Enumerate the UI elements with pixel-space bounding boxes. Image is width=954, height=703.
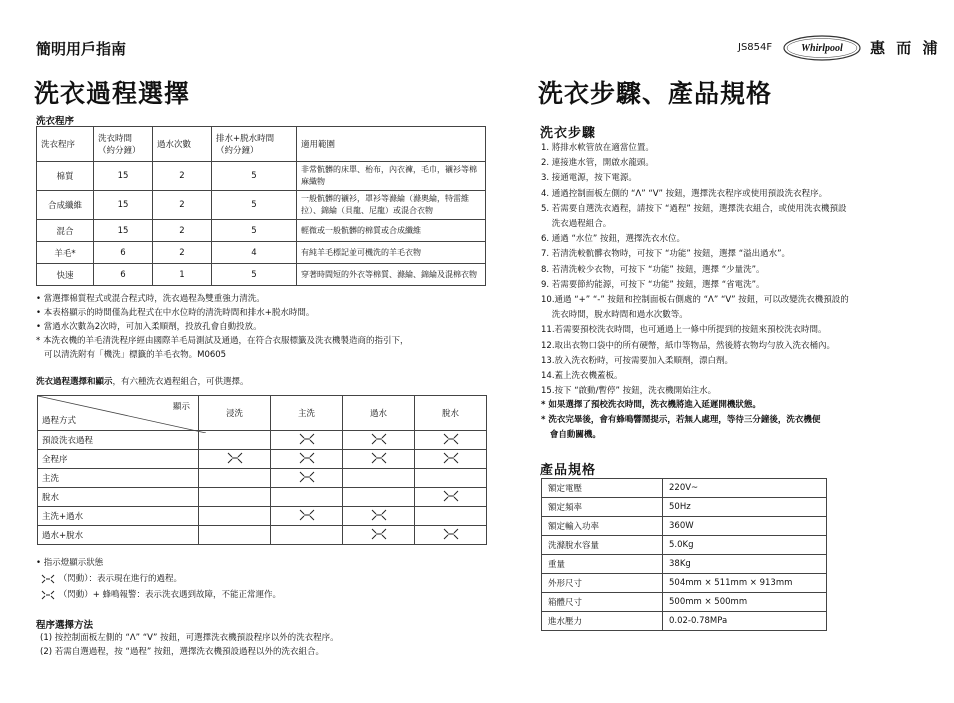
- steps-title: 洗衣步驟: [540, 126, 597, 141]
- display-section-title: 洗衣過程選擇和顯示: [36, 377, 113, 387]
- spin-time: 5: [212, 191, 297, 220]
- spec-title: 產品規格: [540, 463, 597, 478]
- step-item: 4. 通過控制面板左側的 “Λ” “V” 按鈕，選擇洗衣程序或使用預設洗衣程序。: [541, 188, 828, 199]
- indicator-light-icon: [370, 457, 388, 467]
- svg-text:Whirlpool: Whirlpool: [801, 43, 843, 54]
- step-item: 7. 若清洗較骯髒衣物時，可按下 “功能” 按鈕，選擇 “溢出過水”。: [541, 249, 791, 260]
- program-row: [37, 242, 486, 264]
- program-row: [37, 264, 486, 286]
- flashing-light-icon: [40, 574, 56, 584]
- program-notes: [36, 292, 496, 362]
- display-row: [38, 526, 487, 545]
- spec-row: [542, 479, 827, 498]
- indicator-light-icon: [442, 533, 460, 543]
- note-line: 可以清洗附有「機洗」標籤的羊毛衣物。M0605: [36, 350, 227, 360]
- display-cell: [343, 526, 415, 545]
- method-title: 程序選擇方法: [36, 620, 94, 631]
- scope: 非常骯髒的床單、枱布，內衣褲，毛巾，襯衫等棉麻織物: [297, 162, 486, 191]
- scope: 有純羊毛標記並可機洗的羊毛衣物: [297, 242, 486, 264]
- display-header-top: 顯示: [172, 402, 190, 412]
- spin-time: 5: [212, 220, 297, 242]
- col-spin: 脫水: [415, 396, 487, 431]
- step-item: 12.取出衣物口袋中的所有硬幣，紙巾等物品，然後將衣物均勻放入洗衣桶內。: [541, 340, 836, 351]
- program-name: 快速: [37, 264, 94, 286]
- spec-value: 0.02-0.78MPa: [663, 612, 827, 631]
- spec-row: [542, 517, 827, 536]
- display-cell: [415, 507, 487, 526]
- indicator-flashing-text: （閃動）：表示現在進行的過程。: [58, 574, 182, 584]
- indicator-light-icon: [442, 495, 460, 505]
- step-item: 洗衣過程組合。: [541, 219, 612, 230]
- indicator-light-icon: [298, 457, 316, 467]
- program-row: [37, 191, 486, 220]
- program-name: 棉質: [37, 162, 94, 191]
- spec-value: 220V~: [663, 479, 827, 498]
- spec-row: [542, 555, 827, 574]
- left-page-title: 洗衣過程選擇: [34, 79, 191, 108]
- step-item: 5. 若需要自選洗衣過程，請按下 “過程” 按鈕，選擇洗衣組合，或使用洗衣機預設: [541, 203, 847, 214]
- display-cell: [415, 450, 487, 469]
- scope: 穿著時間短的外衣等棉質、滌綸、錦綸及混棉衣物: [297, 264, 486, 286]
- program-table: [36, 126, 486, 286]
- indicator-light-icon: [226, 457, 244, 467]
- indicator-alarm-row: [36, 588, 281, 602]
- note-line: • 本表格顯示的時間僅為此程式在中水位時的清洗時間和排水+脱水時間。: [36, 308, 315, 318]
- spin-time: 4: [212, 242, 297, 264]
- program-table-header: [37, 127, 486, 162]
- spec-value: 360W: [663, 517, 827, 536]
- step-item: 9. 若需要節約能源，可按下 “功能” 按鈕，選擇 “省電洗”。: [541, 279, 765, 290]
- spec-value: 5.0Kg: [663, 536, 827, 555]
- display-table: [37, 395, 487, 545]
- indicator-light-icon: [298, 514, 316, 524]
- spec-row: [542, 498, 827, 517]
- display-header-bottom: 過程方式: [42, 416, 77, 426]
- spec-value: 50Hz: [663, 498, 827, 517]
- rinse-count: 2: [153, 220, 212, 242]
- program-section-label: 洗衣程序: [36, 116, 75, 127]
- spec-row: [542, 574, 827, 593]
- steps-list: [541, 141, 941, 399]
- scope: 輕微或一般骯髒的棉質或合成纖維: [297, 220, 486, 242]
- brand-name: 惠 而 浦: [870, 39, 941, 57]
- spec-value: 38Kg: [663, 555, 827, 574]
- step-item: 13.放入洗衣粉時，可按需要加入柔順劑，漂白劑。: [541, 355, 734, 366]
- display-cell: [199, 469, 271, 488]
- spec-row: [542, 593, 827, 612]
- col-soak: 浸洗: [199, 396, 271, 431]
- spec-table: [541, 478, 827, 631]
- step-item: 10.通過 “+” “-” 按鈕和控制面板右側處的 “Λ” “V” 按鈕，可以改變洗衣機預設的: [541, 295, 849, 306]
- warning-list: [541, 398, 941, 444]
- display-section-subtitle: ，有六種洗衣過程組合，可供選擇。: [112, 377, 249, 387]
- step-item: 3. 接通電源，按下電源。: [541, 173, 637, 184]
- display-cell: [271, 431, 343, 450]
- col-header-rinse-count: 過水次數: [153, 127, 212, 162]
- display-diagonal-header: [38, 396, 199, 431]
- program-row: [37, 220, 486, 242]
- col-header-wash-time: 洗衣時間 （約分鐘）: [94, 127, 153, 162]
- program-row: [37, 162, 486, 191]
- step-item: 2. 連接進水管，開啟水龍頭。: [541, 158, 654, 169]
- spec-label: 重量: [542, 555, 663, 574]
- indicator-alarm-text: （閃動）+ 蜂鳴報警：表示洗衣遇到故障，不能正常運作。: [58, 590, 282, 600]
- display-cell: [415, 469, 487, 488]
- right-page-title: 洗衣步驟、產品規格: [538, 79, 773, 108]
- display-cell: [343, 507, 415, 526]
- step-item: 6. 通過 “水位” 按鈕，選擇洗衣水位。: [541, 234, 686, 245]
- indicator-light-icon: [442, 438, 460, 448]
- display-cell: [343, 488, 415, 507]
- col-main-wash: 主洗: [271, 396, 343, 431]
- wash-time: 15: [94, 220, 153, 242]
- display-cell: [271, 488, 343, 507]
- whirlpool-logo: [782, 34, 862, 62]
- spec-row: [542, 612, 827, 631]
- step-item: 15.按下 “啟動/暫停” 按鈕，洗衣機開始注水。: [541, 386, 717, 397]
- method-item: (1) 按控制面板左側的 “Λ” “V” 按鈕，可選擇洗衣機預設程序以外的洗衣程序。: [40, 633, 339, 643]
- step-item: 14.蓋上洗衣機蓋板。: [541, 371, 623, 382]
- method-list: [40, 631, 339, 659]
- display-cell: [415, 431, 487, 450]
- program-name: 混合: [37, 220, 94, 242]
- col-header-scope: 適用範圍: [297, 127, 486, 162]
- display-cell: [415, 526, 487, 545]
- spec-value: 500mm × 500mm: [663, 593, 827, 612]
- spec-label: 額定輸入功率: [542, 517, 663, 536]
- display-row-name: 過水+脫水: [38, 526, 199, 545]
- warning-item: 會自動關機。: [541, 430, 601, 441]
- display-cell: [271, 469, 343, 488]
- spec-label: 外形尺寸: [542, 574, 663, 593]
- note-line: • 當選擇棉質程式或混合程式時，洗衣過程為雙重強力清洗。: [36, 294, 265, 304]
- col-header-spin-time: 排水+脱水時間 （約分鐘）: [212, 127, 297, 162]
- spec-label: 進水壓力: [542, 612, 663, 631]
- indicator-light-icon: [298, 476, 316, 486]
- spec-label: 箱體尺寸: [542, 593, 663, 612]
- indicator-notes: [36, 556, 281, 602]
- display-cell: [343, 431, 415, 450]
- rinse-count: 1: [153, 264, 212, 286]
- step-item: 1. 將排水軟管放在適當位置。: [541, 143, 654, 153]
- step-item: 洗衣時間，脫水時間和過水次數等。: [541, 310, 688, 321]
- warning-item: * 洗衣完畢後，會有蜂鳴響鬧提示，若無人處理，等待三分鐘後，洗衣機便: [541, 415, 821, 426]
- indicator-light-icon: [442, 457, 460, 467]
- display-row-name: 全程序: [38, 450, 199, 469]
- display-cell: [271, 450, 343, 469]
- col-header-program: 洗衣程序: [37, 127, 94, 162]
- flashing-light-icon: [40, 590, 56, 600]
- display-row: [38, 507, 487, 526]
- indicator-light-icon: [370, 514, 388, 524]
- display-row-name: 脫水: [38, 488, 199, 507]
- display-row: [38, 431, 487, 450]
- display-cell: [199, 507, 271, 526]
- indicator-light-icon: [370, 533, 388, 543]
- spec-label: 額定頻率: [542, 498, 663, 517]
- indicator-light-icon: [370, 438, 388, 448]
- display-row-name: 主洗+過水: [38, 507, 199, 526]
- display-cell: [199, 431, 271, 450]
- display-cell: [199, 526, 271, 545]
- program-name: 合成纖維: [37, 191, 94, 220]
- spec-label: 洗滌脫水容量: [542, 536, 663, 555]
- spec-value: 504mm × 511mm × 913mm: [663, 574, 827, 593]
- rinse-count: 2: [153, 191, 212, 220]
- display-cell: [271, 526, 343, 545]
- indicator-title: • 指示燈顯示狀態: [36, 558, 104, 568]
- display-cell: [343, 450, 415, 469]
- display-cell: [343, 469, 415, 488]
- warning-item: * 如果選擇了預校洗衣時間，洗衣機將進入延遲開機狀態。: [541, 400, 761, 410]
- display-cell: [199, 450, 271, 469]
- display-row: [38, 488, 487, 507]
- method-item: (2) 若需自選過程，按 “過程” 按鈕，選擇洗衣機預設過程以外的洗衣組合。: [40, 647, 324, 657]
- display-cell: [271, 507, 343, 526]
- step-item: 11.若需要預校洗衣時間，也可通過上一條中所提到的按鈕來預校洗衣時間。: [541, 325, 827, 336]
- display-row-name: 主洗: [38, 469, 199, 488]
- rinse-count: 2: [153, 162, 212, 191]
- display-section-heading: [36, 375, 249, 389]
- wash-time: 15: [94, 191, 153, 220]
- step-item: 8. 若清洗較少衣物，可按下 “功能” 按鈕，選擇 “少量洗”。: [541, 264, 765, 275]
- scope: 一般骯髒的襯衫，罩衫等滌綸（滌奧綸，特雷維拉）、錦綸（貝龍、尼龍）或混合衣物: [297, 191, 486, 220]
- display-row: [38, 450, 487, 469]
- guide-title: 簡明用戶指南: [36, 40, 127, 58]
- rinse-count: 2: [153, 242, 212, 264]
- wash-time: 15: [94, 162, 153, 191]
- spec-label: 額定電壓: [542, 479, 663, 498]
- display-row: [38, 469, 487, 488]
- col-rinse: 過水: [343, 396, 415, 431]
- spin-time: 5: [212, 162, 297, 191]
- display-cell: [199, 488, 271, 507]
- indicator-light-icon: [298, 438, 316, 448]
- display-table-header: [38, 396, 487, 431]
- display-row-name: 預設洗衣過程: [38, 431, 199, 450]
- display-cell: [415, 488, 487, 507]
- note-line: • 當過水次數為2次時，可加入柔順劑，投放孔會自動投放。: [36, 322, 262, 332]
- wash-time: 6: [94, 264, 153, 286]
- indicator-flashing-row: [36, 572, 281, 586]
- note-line: * 本洗衣機的羊毛清洗程序經由國際羊毛局測試及通過，在符合衣服標籤及洗衣機製造商的指引下，: [36, 336, 409, 346]
- spec-row: [542, 536, 827, 555]
- spin-time: 5: [212, 264, 297, 286]
- program-name: 羊毛*: [37, 242, 94, 264]
- model-number: JS854F: [738, 42, 773, 53]
- wash-time: 6: [94, 242, 153, 264]
